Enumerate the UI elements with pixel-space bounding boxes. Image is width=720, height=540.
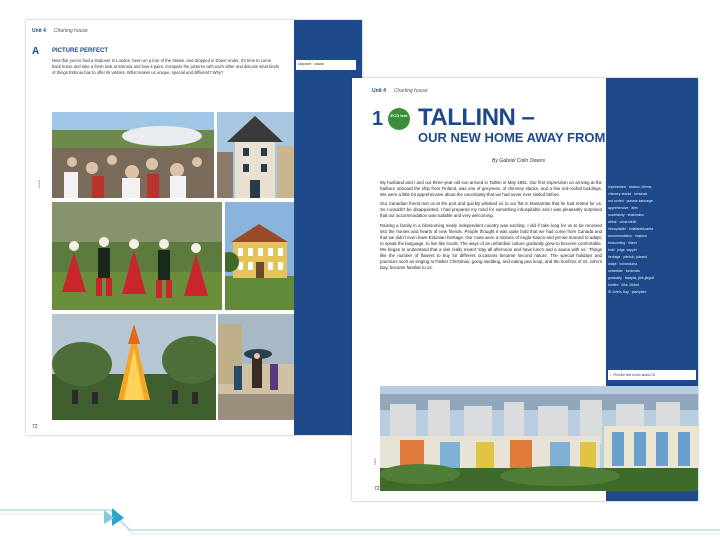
glossary-list (608, 184, 696, 296)
article-subtitle: OUR NEW HOME AWAY FROM HOME (418, 130, 648, 145)
apartment-blocks-photo (380, 386, 698, 491)
old-town-house-photo (217, 112, 294, 198)
left-unit-subtitle: Charting house (53, 28, 88, 34)
right-unit-header (372, 88, 428, 94)
glossary-item: unfamiliar · tundmatu (608, 269, 640, 273)
slide-accent-decoration (0, 500, 720, 540)
intro-text: Now that you've had a stopover in London, been on a tour of the States, and dropped in Down Under, it's time to come back home and take a fresh look at Estonia and how it pairs. Compare the pictures with each other and discuss what kinds of things Estonia has to offer its visitors. What makes us unique, special and different? Why? (52, 58, 279, 76)
left-page-number: 72 (32, 424, 38, 430)
right-unit-subtitle: Charting house (393, 88, 428, 94)
left-unit-label: Unit 4 (32, 28, 46, 34)
folk-dance-photo (52, 202, 222, 310)
lesson-number: 1 (372, 108, 384, 130)
section-title: PICTURE PERFECT (52, 48, 109, 54)
glossary-item: gradually · tasapisi, järk-järgult (608, 276, 654, 280)
left-side-tag: Estonia (38, 180, 41, 189)
glossary-item: inhospitable · külalislahkuseta (608, 227, 654, 231)
glossary-item: red-roofed · punase katusega (608, 199, 653, 203)
glossary-item: uncertainty · ebakindlus (608, 213, 644, 217)
glossary-item: blossoming · õitsev (608, 241, 638, 245)
article-byline: By Gabriel Colin Owens (492, 158, 546, 164)
article-paragraph: Raising a family in a blossoming newly independent country was exciting. I did if take long for us to be received into the homes and hearts of new friends. People thought it was quite bold that we had come from Canada and that we didn't even have Estonian heritage. Our roots were a mixture of Anglo-Saxon and yet we learned to adapt, to speak the language, to live like locals. The ways of an unfamiliar culture gradually grew to become comfortable. We began to understand that a visit really meant 'stay all afternoon and have lunch and a sauna with us.' Things like the number of flowers to buy for different occasions became second nature. The special holidays and practices such as singing to Father Christmas, going sledding, and eating pea soup, and the bonfires of St. John's Day, became familiar to us. (380, 222, 602, 271)
eco-text-badge: ECO text (388, 108, 410, 130)
glossary-item: impressions · eksitus, hilmus (608, 185, 652, 189)
glossary-item: bonfire · lõke, lõkked (608, 283, 640, 287)
article-title: TALLINN – (418, 104, 535, 131)
left-page (26, 20, 362, 435)
section-letter: A (32, 46, 40, 57)
article-paragraph: Our Canadian friend met us at the port and quickly whisked us to our flat in Mustamäe that he had rented for us. So I wouldn't be disappointed, I had prepared my mind for something inhospitable and I was pleasantly surprised that our accommodation was suitable and very welcoming. (380, 201, 602, 219)
city-walk-photo (218, 314, 294, 420)
glossary-item: St John's Day · jaanipäev (608, 290, 647, 294)
glossary-item: whisk · viima kiirelt (608, 220, 637, 224)
right-page (352, 78, 698, 501)
glossary-item: adapt · kohanduma (608, 262, 638, 266)
audio-note-box: ✓ Find the text on the audio CD (608, 370, 696, 380)
glossary-item: accommodation · majutus (608, 234, 647, 238)
right-side-tag: Tallinn (374, 458, 377, 466)
glossary-item: apprehensive · ärev (608, 206, 638, 210)
article-body (380, 180, 602, 274)
manor-house-photo (225, 202, 294, 310)
glossary-item: heritage · päritolu, pärand (608, 255, 647, 259)
left-unit-header (32, 28, 88, 34)
vocab-box: stopover · pause (296, 60, 356, 70)
bonfire-photo (52, 314, 216, 420)
article-paragraph: My husband and I and our three-year-old son arrived in Tallinn in May 1991. Our first impression on arriving at the harbour onboard the ship from Finland, was one of greyness, of chimney stacks, and a few red-roofed buildings. We were a little bit apprehensive about the uncertainty that we had never ever visited before. (380, 180, 602, 198)
song-festival-photo (52, 112, 214, 198)
right-unit-label: Unit 4 (372, 88, 386, 94)
right-page-number: 72 (374, 486, 380, 492)
glossary-item: bold · julge, vapper (608, 248, 637, 252)
glossary-item: chimney stacks · korstnad (608, 192, 648, 196)
